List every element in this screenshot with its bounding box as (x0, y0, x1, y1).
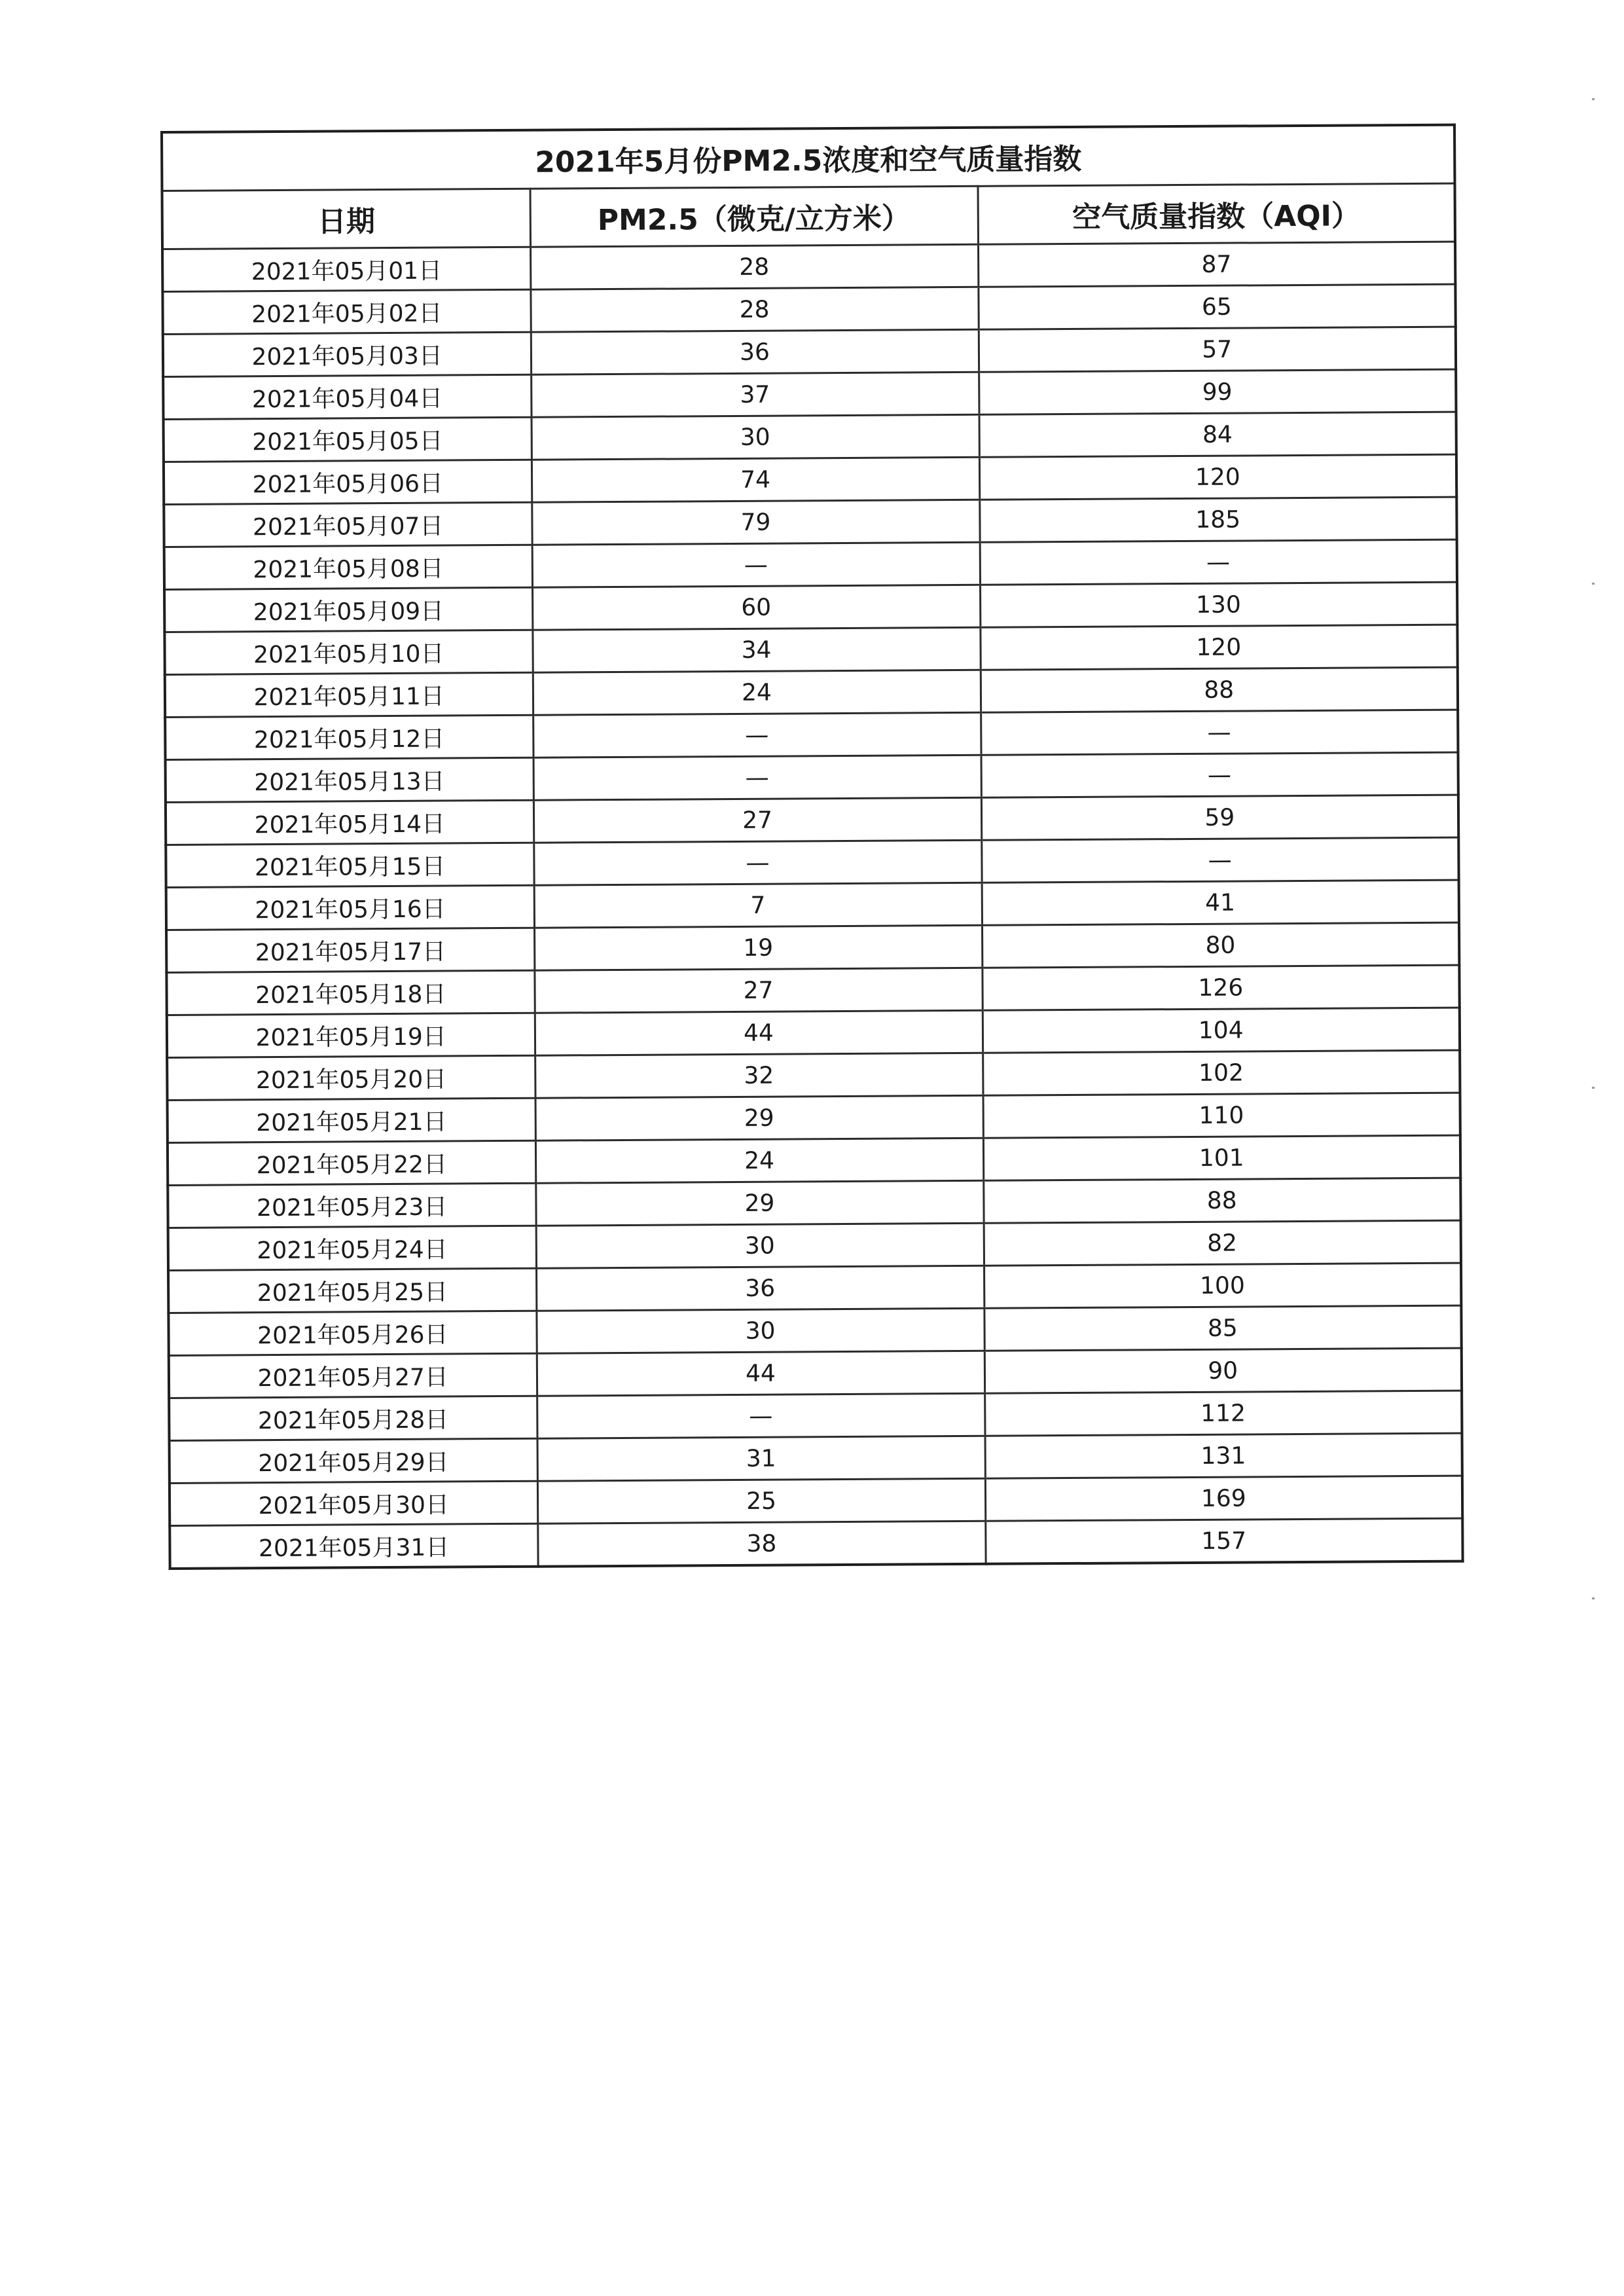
pm25-cell: 30 (536, 1223, 984, 1268)
pm25-cell: — (533, 755, 981, 800)
pm25-cell: 44 (537, 1351, 984, 1396)
date-cell: 2021年05月02日 (162, 289, 530, 334)
pm25-cell: 24 (533, 670, 981, 715)
table-row (170, 1476, 1462, 1525)
date-cell: 2021年05月20日 (167, 1055, 535, 1100)
date-cell: 2021年05月25日 (168, 1268, 536, 1313)
date-cell: 2021年05月30日 (170, 1481, 537, 1525)
pm25-cell: 27 (533, 797, 981, 843)
pm25-cell: 60 (532, 585, 980, 630)
date-cell: 2021年05月05日 (164, 417, 532, 462)
table-row (164, 582, 1457, 632)
aqi-cell: 126 (982, 965, 1459, 1010)
table-row (167, 1008, 1460, 1057)
aqi-cell: 84 (979, 412, 1456, 457)
table-row (164, 497, 1456, 547)
aqi-cell: 80 (982, 922, 1459, 968)
pm25-cell: — (533, 712, 981, 757)
aqi-cell: 57 (979, 327, 1456, 372)
table-row (166, 837, 1458, 887)
column-header-aqi: 空气质量指数（AQI） (978, 183, 1456, 244)
pm25-cell: 25 (537, 1478, 985, 1523)
aqi-cell: — (981, 710, 1458, 755)
aqi-cell: 110 (983, 1093, 1460, 1138)
table-row (168, 1135, 1460, 1185)
date-cell: 2021年05月12日 (165, 715, 533, 759)
aqi-cell: 169 (985, 1476, 1462, 1521)
aqi-cell: 104 (983, 1008, 1460, 1053)
date-cell: 2021年05月26日 (168, 1311, 536, 1355)
pm25-cell: 79 (532, 500, 979, 545)
table-row (165, 710, 1458, 759)
pm25-cell: 31 (537, 1436, 985, 1481)
table-row (163, 327, 1456, 376)
pm25-cell: 38 (537, 1521, 985, 1566)
aqi-cell: 88 (981, 667, 1458, 712)
aqi-cell: — (981, 752, 1458, 797)
table-row (166, 795, 1458, 845)
pm25-cell: 27 (534, 968, 982, 1013)
air-quality-table (160, 124, 1464, 1570)
pm25-cell: 28 (530, 244, 978, 289)
aqi-cell: 131 (985, 1433, 1462, 1478)
column-header-date: 日期 (162, 189, 531, 249)
aqi-cell: 90 (984, 1348, 1462, 1393)
aqi-cell: 41 (982, 880, 1459, 925)
date-cell: 2021年05月10日 (164, 630, 532, 674)
column-header-pm25: PM2.5（微克/立方米） (530, 186, 979, 247)
table-row (170, 1433, 1462, 1483)
table-row (168, 1093, 1460, 1142)
table-row (166, 965, 1459, 1015)
pm25-cell: 32 (535, 1053, 983, 1098)
aqi-cell: 88 (983, 1178, 1460, 1223)
table-row (169, 1391, 1462, 1440)
table-row (168, 1220, 1461, 1270)
date-cell: 2021年05月21日 (168, 1098, 535, 1142)
table-row (164, 625, 1457, 674)
pm25-cell: — (533, 840, 981, 885)
aqi-cell: 59 (981, 795, 1458, 840)
pm25-cell: 30 (532, 414, 979, 460)
table-row (168, 1263, 1461, 1313)
aqi-cell: 99 (979, 369, 1456, 414)
table-row (162, 242, 1455, 291)
scan-speck (1592, 583, 1595, 585)
scan-speck (1592, 1597, 1595, 1599)
date-cell: 2021年05月09日 (164, 587, 532, 632)
table-row (166, 880, 1459, 930)
date-cell: 2021年05月07日 (164, 502, 532, 547)
aqi-cell: 65 (978, 284, 1455, 329)
aqi-cell: 101 (983, 1135, 1460, 1180)
pm25-cell: 34 (532, 627, 980, 672)
pm25-cell: — (537, 1393, 984, 1438)
date-cell: 2021年05月14日 (166, 800, 533, 845)
table-row (170, 1518, 1462, 1569)
aqi-cell: — (980, 539, 1457, 585)
aqi-cell: 120 (979, 454, 1456, 500)
table-row (162, 284, 1455, 334)
date-cell: 2021年05月22日 (168, 1140, 535, 1185)
date-cell: 2021年05月04日 (163, 374, 531, 419)
pm25-cell: 19 (534, 925, 982, 970)
date-cell: 2021年05月28日 (169, 1396, 537, 1440)
date-cell: 2021年05月16日 (166, 885, 534, 930)
table-title: 2021年5月份PM2.5浓度和空气质量指数 (162, 125, 1454, 191)
aqi-cell: 112 (984, 1391, 1462, 1436)
table-row (164, 454, 1456, 504)
date-cell: 2021年05月17日 (166, 928, 534, 972)
date-cell: 2021年05月11日 (165, 672, 533, 717)
pm25-cell: 29 (535, 1180, 983, 1226)
table-container (160, 124, 1462, 1570)
pm25-cell: 36 (531, 329, 979, 374)
table-title-row (162, 125, 1454, 191)
pm25-cell: — (532, 542, 980, 587)
date-cell: 2021年05月27日 (169, 1353, 537, 1398)
pm25-cell: 44 (535, 1010, 983, 1055)
date-cell: 2021年05月06日 (164, 460, 532, 504)
scan-speck (1592, 98, 1595, 100)
aqi-cell: 185 (979, 497, 1456, 542)
table-row (168, 1178, 1460, 1228)
table-row (169, 1348, 1462, 1398)
aqi-cell: 100 (984, 1263, 1461, 1308)
date-cell: 2021年05月18日 (166, 970, 534, 1015)
date-cell: 2021年05月19日 (167, 1013, 535, 1057)
aqi-cell: 130 (980, 582, 1457, 627)
date-cell: 2021年05月31日 (170, 1523, 537, 1569)
table-body (162, 242, 1463, 1569)
table-row (168, 1305, 1461, 1355)
table-row (164, 539, 1457, 589)
table-row (166, 752, 1458, 802)
date-cell: 2021年05月24日 (168, 1226, 536, 1270)
scan-speck (1592, 1087, 1595, 1089)
date-cell: 2021年05月15日 (166, 843, 533, 887)
table-row (163, 369, 1456, 419)
date-cell: 2021年05月01日 (162, 247, 530, 291)
date-cell: 2021年05月29日 (170, 1438, 537, 1483)
table-row (164, 412, 1456, 462)
aqi-cell: 102 (983, 1050, 1460, 1095)
pm25-cell: 7 (534, 883, 982, 928)
pm25-cell: 74 (532, 457, 979, 502)
table-header-row (162, 183, 1455, 249)
table-row (166, 922, 1459, 972)
pm25-cell: 24 (535, 1138, 983, 1183)
pm25-cell: 30 (536, 1308, 984, 1353)
aqi-cell: 85 (984, 1305, 1461, 1351)
date-cell: 2021年05月23日 (168, 1183, 535, 1228)
aqi-cell: 120 (980, 625, 1457, 670)
pm25-cell: 37 (531, 372, 979, 417)
date-cell: 2021年05月03日 (163, 332, 531, 376)
pm25-cell: 29 (535, 1095, 983, 1140)
aqi-cell: 87 (978, 242, 1455, 287)
table-row (167, 1050, 1460, 1100)
pm25-cell: 28 (530, 287, 978, 332)
aqi-cell: — (981, 837, 1458, 883)
aqi-cell: 82 (984, 1220, 1461, 1266)
pm25-cell: 36 (536, 1266, 984, 1311)
aqi-cell: 157 (985, 1518, 1462, 1564)
table-row (165, 667, 1458, 717)
date-cell: 2021年05月13日 (166, 757, 533, 802)
date-cell: 2021年05月08日 (164, 545, 532, 589)
